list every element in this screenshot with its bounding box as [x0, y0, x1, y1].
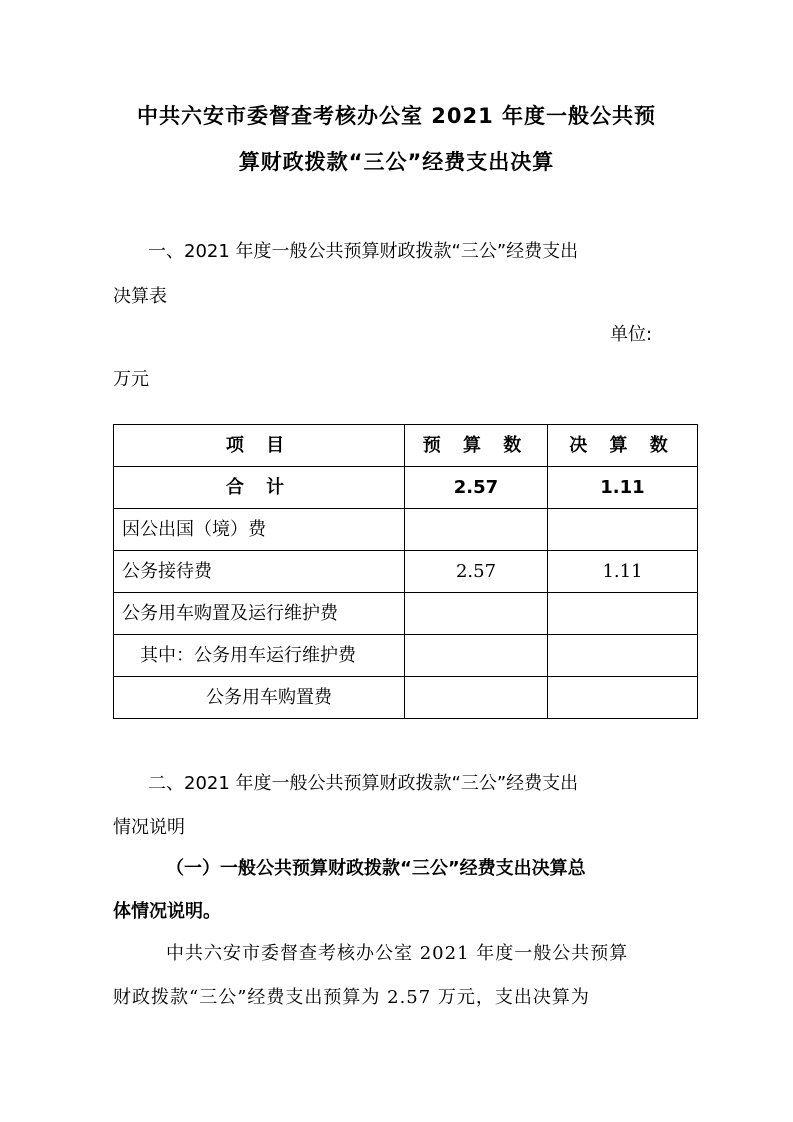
- header-item: 项 目: [114, 425, 405, 467]
- total-label: 合 计: [114, 467, 405, 509]
- row-label: 公务用车购置费: [114, 677, 405, 719]
- total-final: 1.11: [548, 467, 698, 509]
- row-budget: [405, 635, 548, 677]
- header-final: 决 算 数: [548, 425, 698, 467]
- paragraph-line-2: 财政拨款“三公”经费支出预算为 2.57 万元，支出决算为: [113, 987, 590, 1008]
- table-row: [114, 635, 698, 677]
- row-label: 因公出国（境）费: [114, 509, 405, 551]
- document-title-line-1: 中共六安市委督查考核办公室 2021 年度一般公共预: [136, 104, 657, 128]
- row-budget: [405, 593, 548, 635]
- unit-label: 单位:: [610, 324, 653, 345]
- table-header-row: [114, 425, 698, 467]
- row-final: [548, 509, 698, 551]
- row-final: [548, 635, 698, 677]
- row-label: 公务接待费: [114, 551, 405, 593]
- total-budget: 2.57: [405, 467, 548, 509]
- row-final: [548, 677, 698, 719]
- row-budget: [405, 509, 548, 551]
- document-title-line-2: 算财政拨款“三公”经费支出决算: [238, 150, 555, 174]
- three-public-expense-table: [113, 424, 698, 719]
- paragraph-line-1: 中共六安市委督查考核办公室 2021 年度一般公共预算: [166, 943, 629, 964]
- table-row: [114, 677, 698, 719]
- section-1-heading-line-2: 决算表: [113, 286, 167, 307]
- table-row: [114, 593, 698, 635]
- section-2-heading-line-2: 情况说明: [113, 817, 185, 838]
- table-total-row: [114, 467, 698, 509]
- row-budget: 2.57: [405, 551, 548, 593]
- table-row: [114, 509, 698, 551]
- row-label: 公务用车购置及运行维护费: [114, 593, 405, 635]
- table-row: [114, 551, 698, 593]
- header-budget: 预 算 数: [405, 425, 548, 467]
- row-label: 其中：公务用车运行维护费: [114, 635, 405, 677]
- section-1-heading-line-1: 一、2021 年度一般公共预算财政拨款“三公”经费支出: [148, 241, 579, 262]
- section-2-heading-line-1: 二、2021 年度一般公共预算财政拨款“三公”经费支出: [148, 773, 579, 794]
- unit-value: 万元: [113, 369, 149, 390]
- row-budget: [405, 677, 548, 719]
- subsection-1-heading-line-1: （一）一般公共预算财政拨款“三公”经费支出决算总: [166, 858, 586, 879]
- subsection-1-heading-line-2: 体情况说明。: [113, 901, 221, 922]
- row-final: [548, 593, 698, 635]
- row-final: 1.11: [548, 551, 698, 593]
